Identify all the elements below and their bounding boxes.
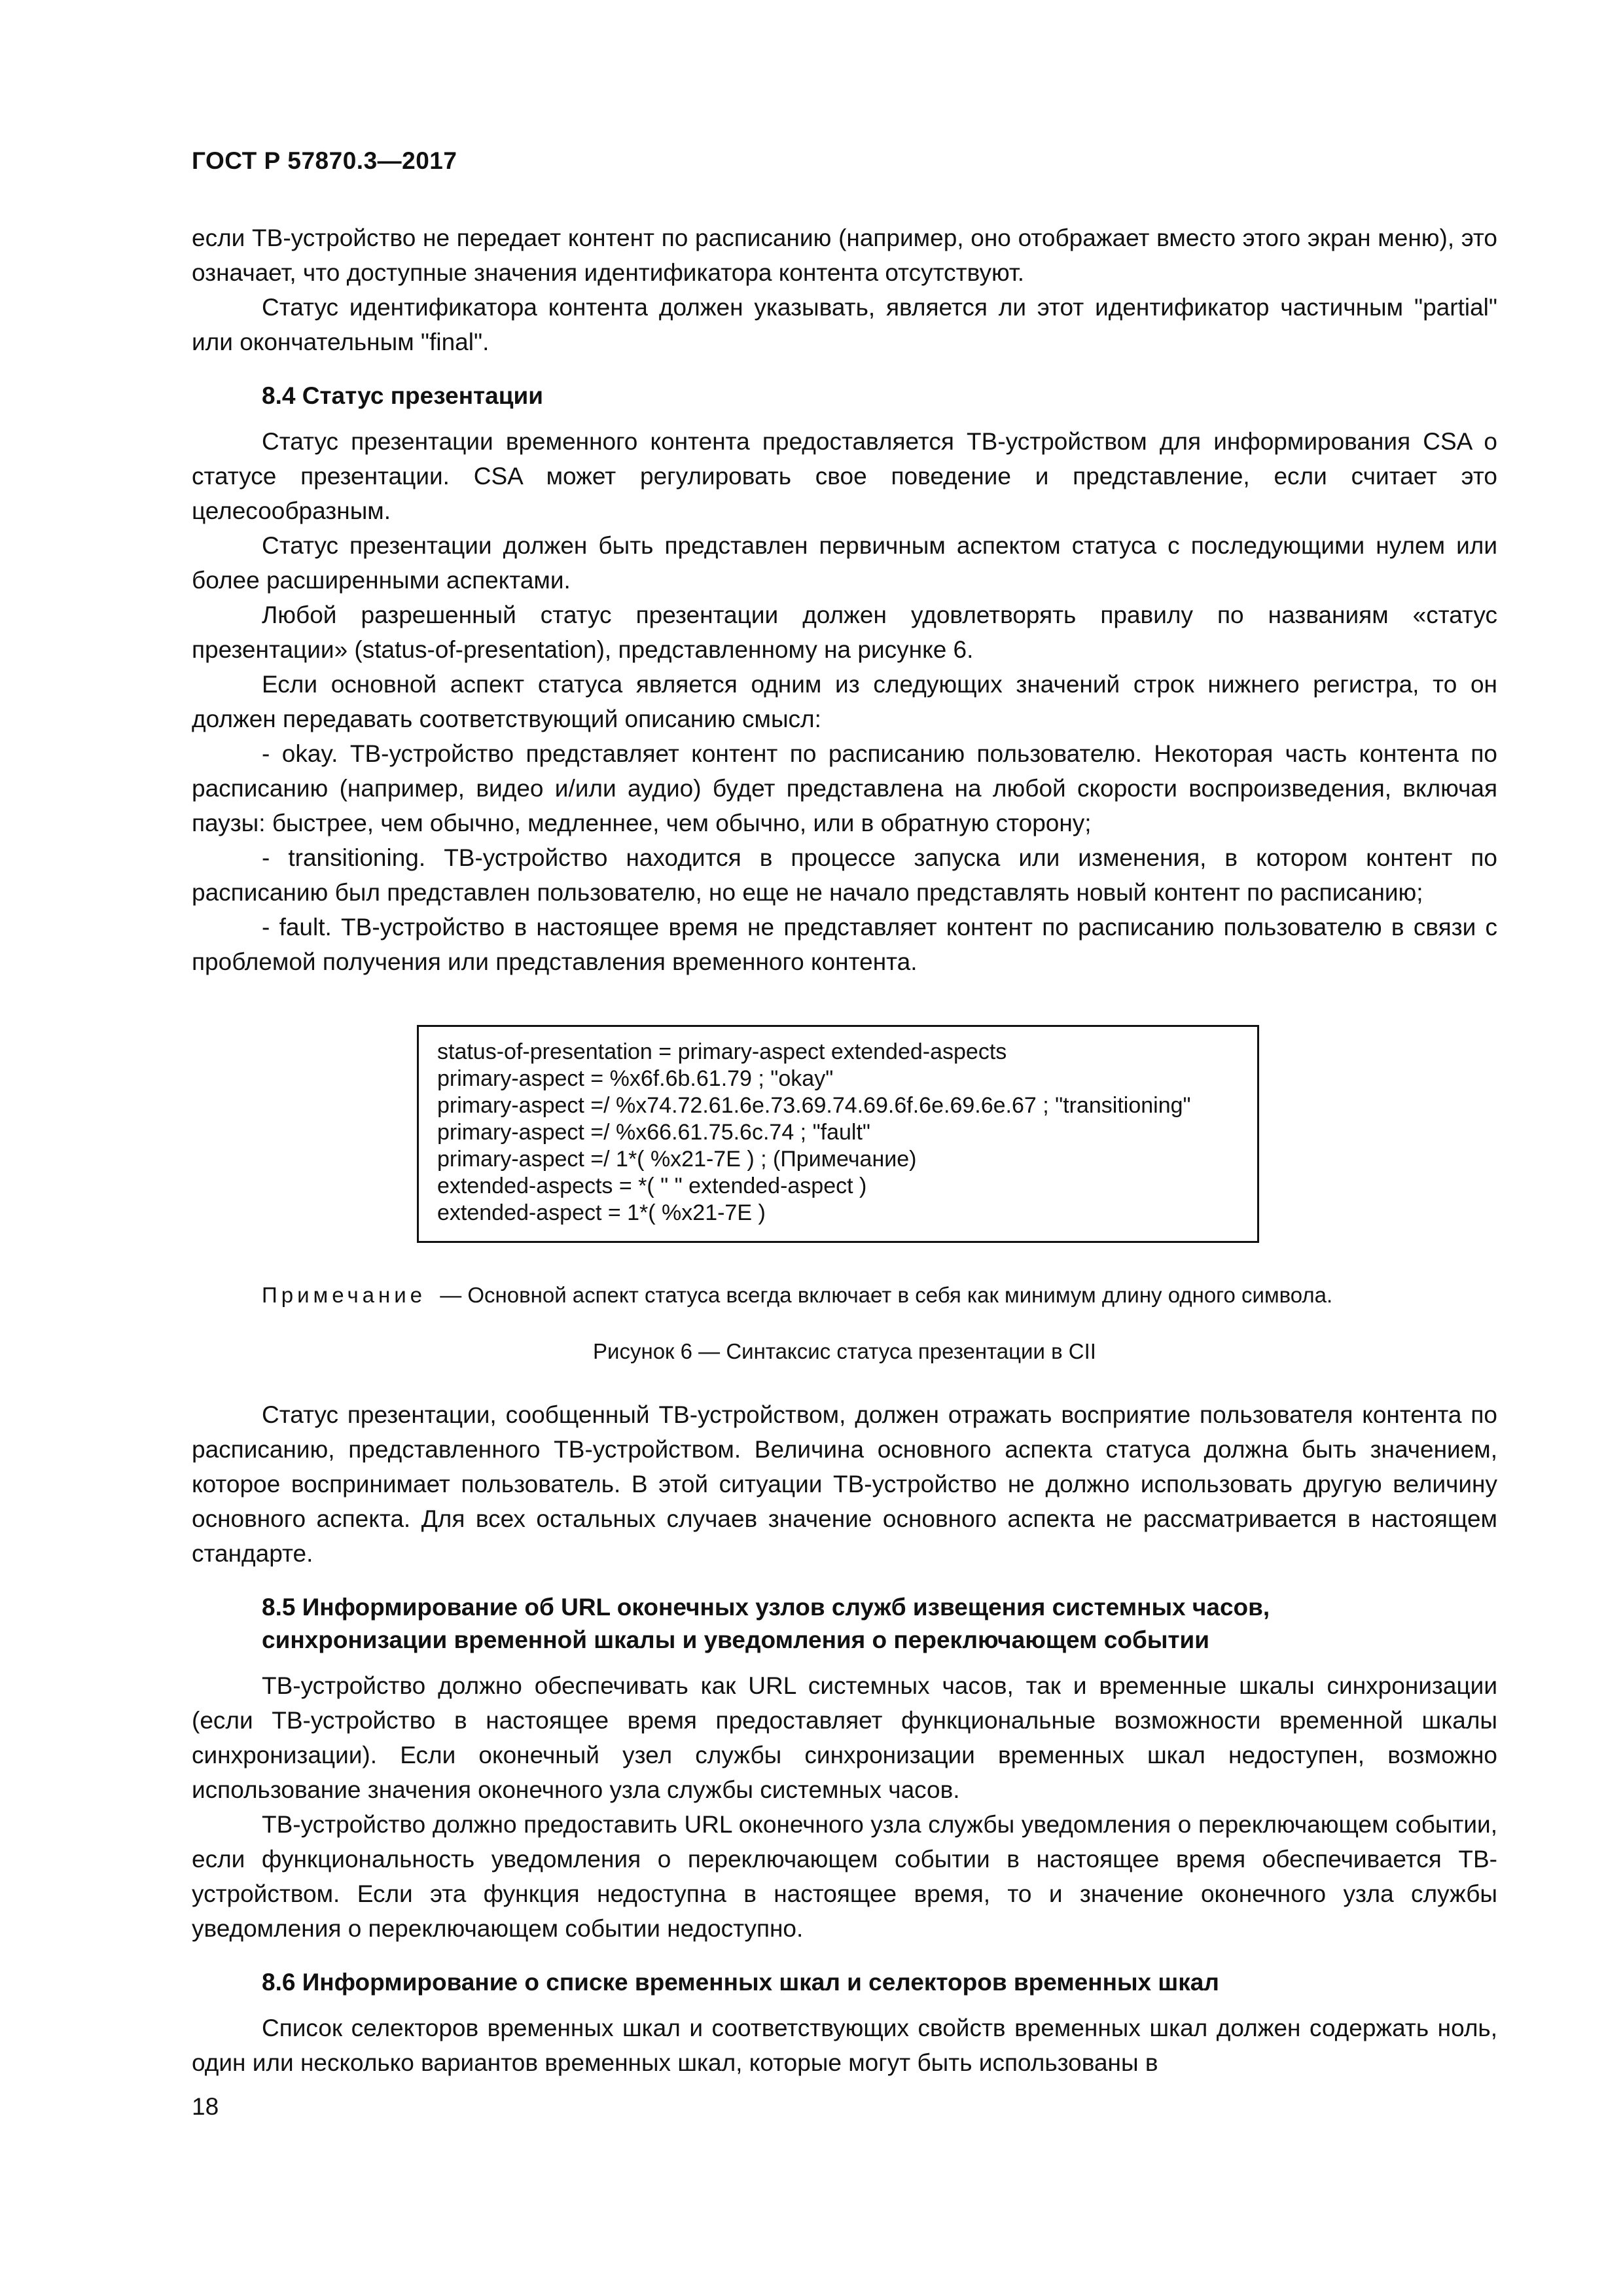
figure-6-caption: Рисунок 6 — Синтаксис статуса презентации в CII bbox=[593, 1339, 1096, 1363]
intro-paragraph-2: Статус идентификатора контента должен указывать, является ли этот идентификатор частичным "partial" или окончательным "final". bbox=[192, 294, 1497, 355]
syntax-line-4: primary-aspect =/ %x66.61.75.6c.74 ; "fault" bbox=[437, 1120, 870, 1145]
figure-6-syntax-box bbox=[417, 1025, 1259, 1243]
section-8-5-heading-line-2: синхронизации временной шкалы и уведомления о переключающем событии bbox=[262, 1626, 1210, 1653]
section-8-6-heading: 8.6 Информирование о списке временных шкал и селекторов временных шкал bbox=[262, 1969, 1219, 1996]
section-8-5-paragraph-2: ТВ-устройство должно предоставить URL оконечного узла службы уведомления о переключающем событии, если функциональность уведомления о переключающем событии в настоящее время обеспечивается ТВ-устройством. Если эта функция недоступна в настоящее время, то и значение оконечного узла службы уведомления о переключающем событии недоступно. bbox=[192, 1811, 1497, 1942]
syntax-line-1: status-of-presentation = primary-aspect extended-aspects bbox=[437, 1039, 1007, 1064]
syntax-line-7: extended-aspect = 1*( %x21-7E ) bbox=[437, 1200, 766, 1225]
section-8-4-paragraph-3: Любой разрешенный статус презентации должен удовлетворять правилу по названиям «статус презентации» (status-of-presentation), представленному на рисунке 6. bbox=[192, 601, 1497, 663]
syntax-line-5: primary-aspect =/ 1*( %x21-7E ) ; (Примечание) bbox=[437, 1147, 917, 1172]
page-number: 18 bbox=[192, 2093, 219, 2120]
section-8-5-heading bbox=[192, 1591, 1497, 1657]
list-item-fault: - fault. ТВ-устройство в настоящее время не представляет контент по расписанию пользователю в связи с проблемой получения или представления временного контента. bbox=[192, 914, 1497, 975]
syntax-line-2: primary-aspect = %x6f.6b.61.79 ; "okay" bbox=[437, 1066, 834, 1091]
section-8-4-paragraph-1: Статус презентации временного контента предоставляется ТВ-устройством для информирования CSA о статусе презентации. CSA может регулировать свое поведение и представление, если считает это целесообразным. bbox=[192, 428, 1497, 524]
list-item-okay: - okay. ТВ-устройство представляет контент по расписанию пользователю. Некоторая часть контента по расписанию (например, видео и/или аудио) будет представлена на любой скорости воспроизведения, включая паузы: быстрее, чем обычно, медленнее, чем обычно, или в обратную сторону; bbox=[192, 740, 1497, 836]
section-8-4-paragraph-4: Если основной аспект статуса является одним из следующих значений строк нижнего регистра, то он должен передавать соответствующий описанию смысл: bbox=[192, 671, 1497, 732]
section-8-4-paragraph-2: Статус презентации должен быть представлен первичным аспектом статуса с последующими нулем или более расширенными аспектами. bbox=[192, 532, 1497, 594]
section-8-4-heading: 8.4 Статус презентации bbox=[262, 382, 543, 409]
syntax-line-6: extended-aspects = *( " " extended-aspect ) bbox=[437, 1174, 867, 1198]
intro-paragraph-1: если ТВ-устройство не передает контент по расписанию (например, оно отображает вместо этого экран меню), это означает, что доступные значения идентификатора контента отсутствуют. bbox=[192, 224, 1497, 286]
section-8-5-paragraph-1: ТВ-устройство должно обеспечивать как URL системных часов, так и временные шкалы синхронизации (если ТВ-устройство в настоящее время предоставляет функциональные возможности временной шкалы синхронизации). Если оконечный узел службы синхронизации временных шкал недоступен, возможно использование значения оконечного узла службы системных часов. bbox=[192, 1672, 1497, 1803]
note-text: — Основной аспект статуса всегда включает в себя как минимум длину одного символа. bbox=[440, 1283, 1333, 1307]
page-body bbox=[192, 221, 1497, 2080]
note-label: Примечание bbox=[262, 1283, 427, 1307]
figure-6-note bbox=[192, 1281, 1497, 1310]
list-item-transitioning: - transitioning. ТВ-устройство находится в процессе запуска или изменения, в котором контент по расписанию был представлен пользователю, но еще не начало представлять новый контент по расписанию; bbox=[192, 844, 1497, 906]
section-8-6-paragraph-1: Список селекторов временных шкал и соответствующих свойств временных шкал должен содержать ноль, один или несколько вариантов временных шкал, которые могут быть использованы в bbox=[192, 2015, 1497, 2076]
section-8-5-heading-line-1: 8.5 Информирование об URL оконечных узлов служб извещения системных часов, bbox=[262, 1594, 1270, 1621]
syntax-line-3: primary-aspect =/ %x74.72.61.6e.73.69.74.69.6f.6e.69.6e.67 ; "transitioning" bbox=[437, 1093, 1191, 1118]
document-header: ГОСТ Р 57870.3—2017 bbox=[192, 147, 457, 174]
after-figure-paragraph: Статус презентации, сообщенный ТВ-устройством, должен отражать восприятие пользователя контента по расписанию, представленного ТВ-устройством. Величина основного аспекта статуса должна быть значением, которое воспринимает пользователь. В этой ситуации ТВ-устройство не должно использовать другую величину основного аспекта. Для всех остальных случаев значение основного аспекта не рассматривается в настоящем стандарте. bbox=[192, 1401, 1497, 1567]
